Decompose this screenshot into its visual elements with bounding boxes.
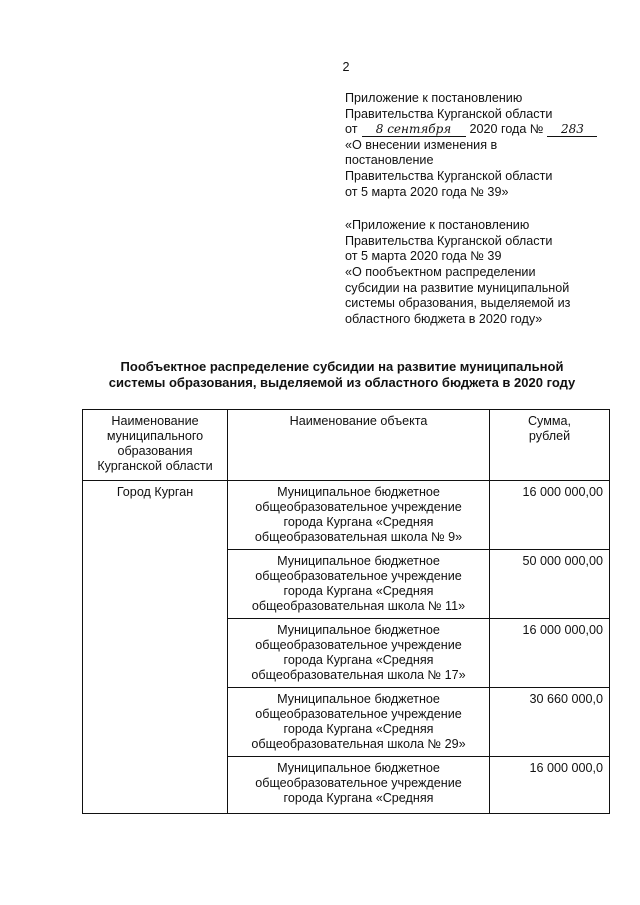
header-object: Наименование объекта [228,410,490,481]
document-heading [92,359,592,391]
amount-cell: 30 660 000,0 [490,688,610,757]
header-municipality-line: Наименование [111,414,199,428]
object-line: общеобразовательное учреждение [255,569,462,583]
object-cell [228,757,490,814]
header-municipality-line: Курганской области [97,459,213,473]
header-municipality-line: муниципального [106,429,204,443]
object-line: общеобразовательная школа № 29» [251,737,466,751]
object-line: города Кургана «Средняя [283,791,434,805]
from-middle: 2020 года № [469,122,544,137]
object-line: Муниципальное бюджетное [277,485,440,499]
from-prefix: от [345,122,358,137]
appendix-date-line [345,122,615,138]
object-line: города Кургана «Средняя [283,722,434,736]
header-amount-line: рублей [528,429,571,443]
object-line: Муниципальное бюджетное [277,692,440,706]
appendix2-line: областного бюджета в 2020 году» [345,311,543,326]
object-line: общеобразовательная школа № 17» [251,668,466,682]
amount-cell: 16 000 000,00 [490,481,610,550]
object-line: общеобразовательное учреждение [255,500,462,514]
appendix-line: Правительства Курганской области [345,168,553,183]
appendix2-line: от 5 марта 2020 года № 39 [345,249,502,264]
appendix-line: постановление [345,153,434,168]
object-cell [228,550,490,619]
object-line: города Кургана «Средняя [283,584,434,598]
header-municipality-line: образования [117,444,193,458]
amount-cell: 16 000 000,00 [490,619,610,688]
object-line: общеобразовательная школа № 9» [254,530,463,544]
municipality-cell: Город Курган [83,481,228,814]
handwritten-date: 8 сентября [362,123,466,137]
appendix2-line: системы образования, выделяемой из [345,296,571,311]
amount-cell: 50 000 000,00 [490,550,610,619]
heading-line: Пообъектное распределение субсидии на развитие муниципальной [120,359,564,374]
amount-cell: 16 000 000,0 [490,757,610,814]
page-number: 2 [342,60,350,74]
object-line: Муниципальное бюджетное [277,554,440,568]
object-cell [228,619,490,688]
object-line: Муниципальное бюджетное [277,761,440,775]
appendix2-line: субсидии на развитие муниципальной [345,280,570,295]
object-line: общеобразовательное учреждение [255,707,462,721]
table-row [83,481,610,550]
appendix-line: «О внесении изменения в [345,137,498,152]
header-amount-line: Сумма, [527,414,572,428]
distribution-table [82,409,610,814]
appendix-block [345,91,615,327]
appendix2-line: «Приложение к постановлению [345,218,530,233]
object-line: общеобразовательная школа № 11» [251,599,466,613]
object-line: города Кургана «Средняя [283,515,434,529]
appendix2-line: «О пообъектном распределении [345,264,536,279]
appendix-line: Правительства Курганской области [345,106,553,121]
appendix-line: от 5 марта 2020 года № 39» [345,184,509,199]
object-line: Муниципальное бюджетное [277,623,440,637]
object-line: общеобразовательное учреждение [255,638,462,652]
object-line: общеобразовательное учреждение [255,776,462,790]
appendix-line: Приложение к постановлению [345,91,523,105]
object-line: города Кургана «Средняя [283,653,434,667]
object-cell [228,688,490,757]
spacer [345,200,615,218]
table-header-row [83,410,610,481]
heading-line: системы образования, выделяемой из областного бюджета в 2020 году [108,375,576,390]
header-municipality [83,410,228,481]
object-cell [228,481,490,550]
handwritten-number: 283 [547,123,597,137]
appendix2-line: Правительства Курганской области [345,233,553,248]
header-amount [490,410,610,481]
